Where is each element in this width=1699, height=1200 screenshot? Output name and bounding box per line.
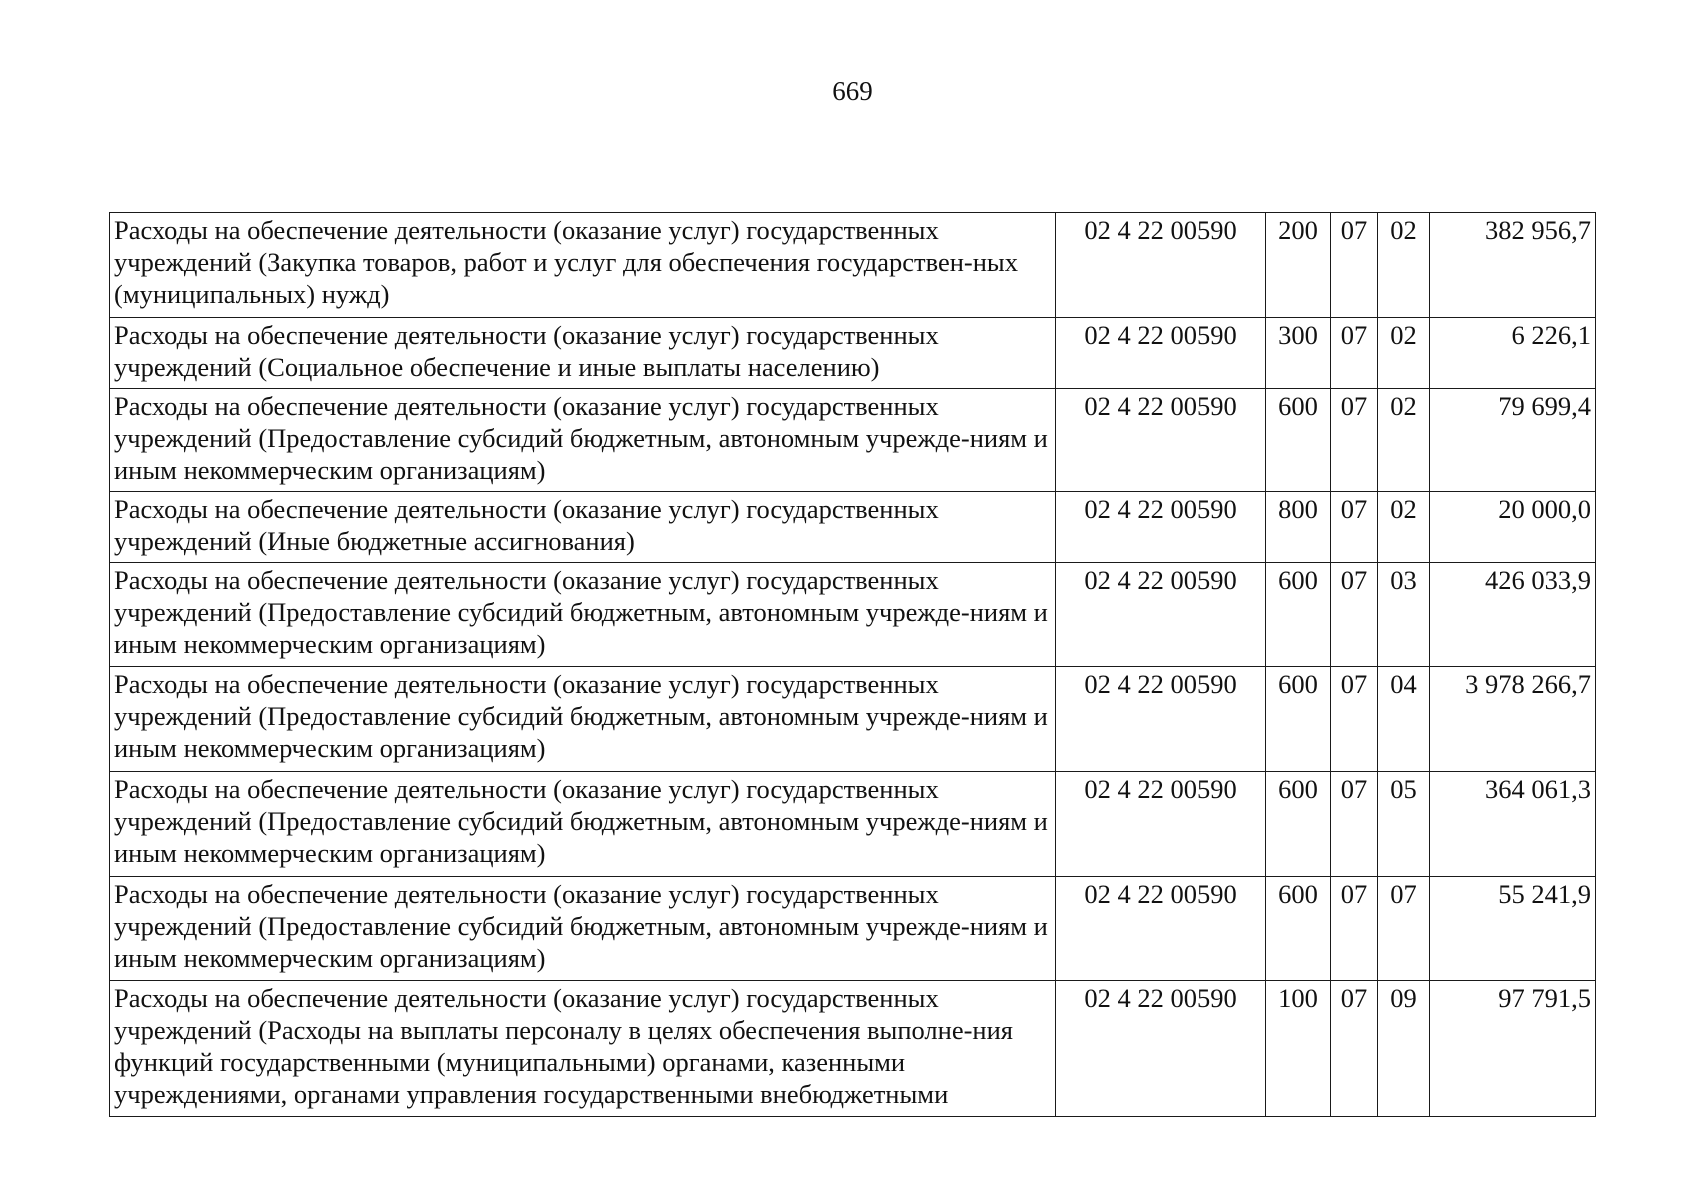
expense-name-cell: Расходы на обеспечение деятельности (оказание услуг) государственных учреждений (Расходы на выплаты персоналу в целях обеспечения выполне-ния функций государственными (муниципальными) органами, казенными учреждениями, органами управления государственными внебюджетными: [110, 981, 1056, 1117]
expense-name-cell: Расходы на обеспечение деятельности (оказание услуг) государственных учреждений (Предоставление субсидий бюджетным, автономным учрежде-ниям и иным некоммерческим организациям): [110, 563, 1056, 667]
target-code-cell: 02 4 22 00590: [1056, 389, 1266, 492]
expense-name-cell: Расходы на обеспечение деятельности (оказание услуг) государственных учреждений (Предоставление субсидий бюджетным, автономным учрежде-ниям и иным некоммерческим организациям): [110, 389, 1056, 492]
expense-type-cell: 600: [1266, 389, 1331, 492]
subsection-cell: 02: [1378, 389, 1430, 492]
subsection-cell: 07: [1378, 877, 1430, 981]
expense-type-cell: 600: [1266, 563, 1331, 667]
amount-cell: 6 226,1: [1430, 318, 1596, 389]
table-row: [110, 389, 1596, 492]
table-row: [110, 667, 1596, 772]
amount-cell: 382 956,7: [1430, 213, 1596, 318]
subsection-cell: 03: [1378, 563, 1430, 667]
subsection-cell: 02: [1378, 213, 1430, 318]
expense-name-cell: Расходы на обеспечение деятельности (оказание услуг) государственных учреждений (Предоставление субсидий бюджетным, автономным учрежде-ниям и иным некоммерческим организациям): [110, 877, 1056, 981]
amount-cell: 97 791,5: [1430, 981, 1596, 1117]
target-code-cell: 02 4 22 00590: [1056, 563, 1266, 667]
expense-type-cell: 300: [1266, 318, 1331, 389]
section-cell: 07: [1331, 667, 1378, 772]
section-cell: 07: [1331, 492, 1378, 563]
section-cell: 07: [1331, 318, 1378, 389]
subsection-cell: 04: [1378, 667, 1430, 772]
amount-cell: 20 000,0: [1430, 492, 1596, 563]
expense-name-cell: Расходы на обеспечение деятельности (оказание услуг) государственных учреждений (Предоставление субсидий бюджетным, автономным учрежде-ниям и иным некоммерческим организациям): [110, 667, 1056, 772]
page-number: 669: [832, 76, 873, 106]
section-cell: 07: [1331, 772, 1378, 877]
amount-cell: 364 061,3: [1430, 772, 1596, 877]
section-cell: 07: [1331, 877, 1378, 981]
expense-type-cell: 200: [1266, 213, 1331, 318]
amount-cell: 79 699,4: [1430, 389, 1596, 492]
expense-name-cell: Расходы на обеспечение деятельности (оказание услуг) государственных учреждений (Социальное обеспечение и иные выплаты населению): [110, 318, 1056, 389]
expense-type-cell: 800: [1266, 492, 1331, 563]
expense-type-cell: 600: [1266, 877, 1331, 981]
amount-cell: 3 978 266,7: [1430, 667, 1596, 772]
section-cell: 07: [1331, 563, 1378, 667]
target-code-cell: 02 4 22 00590: [1056, 318, 1266, 389]
subsection-cell: 02: [1378, 318, 1430, 389]
subsection-cell: 05: [1378, 772, 1430, 877]
target-code-cell: 02 4 22 00590: [1056, 981, 1266, 1117]
table-row: [110, 772, 1596, 877]
expense-type-cell: 100: [1266, 981, 1331, 1117]
target-code-cell: 02 4 22 00590: [1056, 213, 1266, 318]
expense-name-cell: Расходы на обеспечение деятельности (оказание услуг) государственных учреждений (Закупка товаров, работ и услуг для обеспечения государствен-ных (муниципальных) нужд): [110, 213, 1056, 318]
section-cell: 07: [1331, 389, 1378, 492]
expense-name-cell: Расходы на обеспечение деятельности (оказание услуг) государственных учреждений (Предоставление субсидий бюджетным, автономным учрежде-ниям и иным некоммерческим организациям): [110, 772, 1056, 877]
target-code-cell: 02 4 22 00590: [1056, 877, 1266, 981]
table-row: [110, 981, 1596, 1117]
amount-cell: 426 033,9: [1430, 563, 1596, 667]
expense-type-cell: 600: [1266, 667, 1331, 772]
target-code-cell: 02 4 22 00590: [1056, 667, 1266, 772]
target-code-cell: 02 4 22 00590: [1056, 772, 1266, 877]
subsection-cell: 02: [1378, 492, 1430, 563]
table-row: [110, 492, 1596, 563]
target-code-cell: 02 4 22 00590: [1056, 492, 1266, 563]
table-row: [110, 318, 1596, 389]
expense-type-cell: 600: [1266, 772, 1331, 877]
table-row: [110, 563, 1596, 667]
section-cell: 07: [1331, 981, 1378, 1117]
budget-table: [109, 212, 1596, 1117]
expense-name-cell: Расходы на обеспечение деятельности (оказание услуг) государственных учреждений (Иные бюджетные ассигнования): [110, 492, 1056, 563]
section-cell: 07: [1331, 213, 1378, 318]
table-row: [110, 213, 1596, 318]
amount-cell: 55 241,9: [1430, 877, 1596, 981]
subsection-cell: 09: [1378, 981, 1430, 1117]
table-row: [110, 877, 1596, 981]
